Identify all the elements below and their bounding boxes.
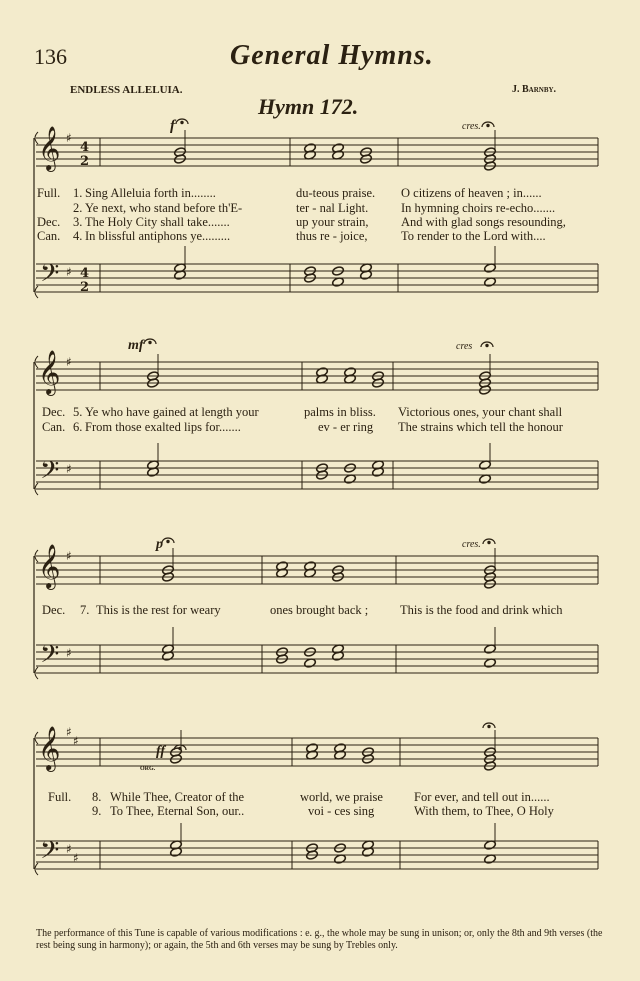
key-signature: ♯: [66, 549, 72, 563]
key-signature: ♯: [66, 131, 72, 145]
lyric-segment: In blissful antiphons ye.........: [85, 229, 231, 243]
lyric-segment: Sing Alleluia forth in........: [85, 186, 216, 200]
lyric-segment: With them, to Thee, O Holy: [414, 804, 554, 818]
composer: J. Barnby.: [512, 84, 557, 95]
lyric-segment: ev - er ring: [318, 420, 374, 434]
lyric-segment: For ever, and tell out in......: [414, 790, 550, 804]
lyric-segment: ter - nal Light.: [296, 201, 369, 215]
bass-clef: 𝄢: [40, 640, 60, 675]
lyric-segment: Victorious ones, your chant shall: [398, 405, 563, 419]
key-signature: ♯: [66, 646, 72, 660]
lyric-segment: While Thee, Creator of the: [110, 790, 245, 804]
lyric-segment: O citizens of heaven ; in......: [401, 186, 542, 200]
dynamic-cresc: cres.: [462, 121, 481, 132]
verse-label: Can.: [42, 420, 66, 434]
fermata-dot: [179, 747, 181, 749]
lyric-segment: The Holy City shall take.......: [85, 215, 230, 229]
fermata-dot: [167, 540, 169, 542]
dynamic-piano: p: [156, 537, 163, 552]
dynamic-fortissimo: ff: [156, 744, 166, 759]
lyric-segment: This is the rest for weary: [96, 603, 221, 617]
time-signature: 4: [80, 266, 90, 281]
verse-number: 8.: [92, 790, 102, 804]
verse-number: 7.: [80, 603, 90, 617]
lyric-segment: Ye who have gained at length your: [85, 405, 259, 419]
key-signature: ♯: [73, 734, 79, 748]
fermata-dot: [181, 121, 183, 123]
lyric-segment: ones brought back ;: [270, 603, 369, 617]
lyric-segment: To render to the Lord with....: [401, 229, 546, 243]
verse-number: 1.: [73, 186, 83, 200]
lyric-segment: voi - ces sing: [308, 804, 375, 818]
verse-label: Can.: [37, 229, 61, 243]
verse-number: 2.: [73, 201, 83, 215]
lyric-segment: palms in bliss.: [304, 405, 376, 419]
lyric-segment: And with glad songs resounding,: [401, 215, 566, 229]
verse-label: Full.: [37, 186, 61, 200]
key-signature: ♯: [66, 462, 72, 476]
key-signature: ♯: [66, 355, 72, 369]
lyric-segment: The strains which tell the honour: [398, 420, 563, 434]
fermata-dot: [488, 541, 490, 543]
footnote: The performance of this Tune is capable of various modifications : e. g., the whole may be sung in unison; or, only the 8th and 9th verses (the rest being sung in harmony); or again, the 5th and 6th verses may be sung by Trebles only.: [36, 928, 603, 951]
key-signature: ♯: [66, 842, 72, 856]
bass-clef: 𝄢: [40, 259, 60, 294]
bass-clef: 𝄢: [40, 456, 60, 491]
organ-marking: ORG.: [140, 766, 156, 772]
treble-clef: 𝄞: [38, 350, 61, 394]
fermata-dot: [486, 344, 488, 346]
hymn-title: Hymn 172.: [258, 94, 359, 119]
verse-number: 4.: [73, 229, 83, 243]
dynamic-mezzo-forte: mf: [128, 338, 144, 353]
lyric-segment: To Thee, Eternal Son, our..: [110, 804, 245, 818]
lyric-segment: In hymning choirs re-echo.......: [401, 201, 556, 215]
dynamic-forte: f: [170, 118, 175, 134]
fermata-dot: [149, 341, 151, 343]
lyric-segment: world, we praise: [300, 790, 383, 804]
key-signature: ♯: [66, 725, 72, 739]
lyric-segment: Ye next, who stand before th'E-: [85, 201, 243, 215]
dynamic-cresc: cres: [456, 341, 473, 352]
key-signature: ♯: [73, 851, 79, 865]
verse-number: 6.: [73, 420, 83, 434]
key-signature: ♯: [66, 265, 72, 279]
lyric-segment: From those exalted lips for.......: [85, 420, 241, 434]
fermata-dot: [487, 124, 489, 126]
time-signature: 2: [80, 154, 90, 169]
treble-clef: 𝄞: [38, 726, 61, 770]
lyric-segment: up your strain,: [296, 215, 369, 229]
page-number: 136: [34, 44, 67, 69]
lyric-segment: du-teous praise.: [296, 186, 376, 200]
time-signature: 2: [80, 280, 90, 295]
verse-number: 9.: [92, 804, 102, 818]
treble-clef: 𝄞: [38, 126, 61, 170]
running-title: General Hymns.: [230, 40, 434, 71]
dynamic-cresc: cres.: [462, 539, 481, 550]
lyric-segment: thus re - joice,: [296, 229, 368, 243]
verse-label: Dec.: [37, 215, 61, 229]
lyric-segment: This is the food and drink which: [400, 603, 563, 617]
verse-label: Full.: [48, 790, 72, 804]
bass-clef: 𝄢: [40, 836, 60, 871]
verse-number: 5.: [73, 405, 83, 419]
fermata-dot: [488, 725, 490, 727]
tune-name: ENDLESS ALLELUIA.: [70, 84, 183, 96]
verse-label: Dec.: [42, 603, 66, 617]
time-signature: 4: [80, 140, 90, 155]
verse-number: 3.: [73, 215, 83, 229]
verse-label: Dec.: [42, 405, 66, 419]
treble-clef: 𝄞: [38, 544, 61, 588]
